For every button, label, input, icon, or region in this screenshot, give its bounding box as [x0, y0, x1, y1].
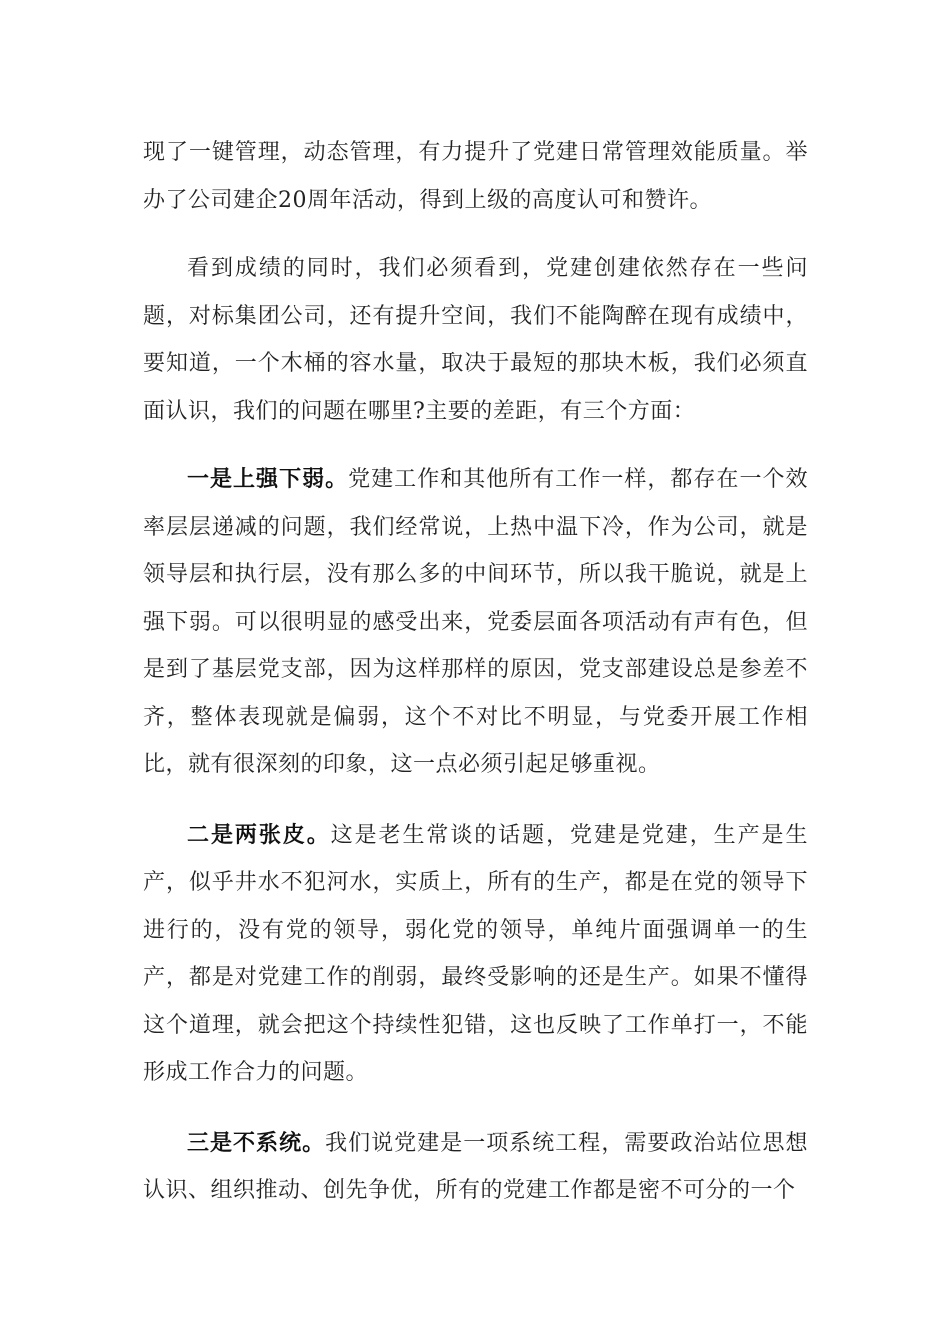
paragraph-text: 党建工作和其他所有工作一样，都存在一个效率层层递减的问题，我们经常说，上热中温下冷，作为公司，就是领导层和执行层，没有那么多的中间环节，所以我干脆说，就是上强下弱。可以很明显的感受出来，党委层面各项活动有声有色，但是到了基层党支部，因为这样那样的原因，党支部建设总是参差不齐，整体表现就是偏弱，这个不对比不明显，与党委开展工作相比，就有很深刻的印象，这一点必须引起足够重视。: [143, 467, 808, 777]
paragraph-lead-heading: 三是不系统。: [187, 1129, 326, 1156]
paragraph-problems-intro: [143, 245, 808, 435]
paragraph-point-one: [143, 456, 808, 789]
paragraph-point-three: [143, 1120, 808, 1215]
document-body: [143, 129, 808, 1215]
paragraph-lead-heading: 二是两张皮。: [187, 821, 331, 848]
paragraph-continuation: [143, 129, 808, 224]
paragraph-text: 现了一键管理，动态管理，有力提升了党建日常管理效能质量。举办了公司建企20周年活动，得到上级的高度认可和赞许。: [143, 140, 808, 213]
paragraph-lead-heading: 一是上强下弱。: [187, 466, 349, 492]
paragraph-text: 这是老生常谈的话题，党建是党建，生产是生产，似乎井水不犯河水，实质上，所有的生产，都是在党的领导下进行的，没有党的领导，弱化党的领导，单纯片面强调单一的生产，都是对党建工作的削弱，最终受影响的还是生产。如果不懂得这个道理，就会把这个持续性犯错，这也反映了工作单打一，不能形成工作合力的问题。: [143, 822, 808, 1085]
paragraph-text: 我们说党建是一项系统工程，需要政治站位思想认识、组织推动、创先争优，所有的党建工作都是密不可分的一个: [143, 1130, 808, 1203]
paragraph-text: 看到成绩的同时，我们必须看到，党建创建依然存在一些问题，对标集团公司，还有提升空间，我们不能陶醉在现有成绩中，要知道，一个木桶的容水量，取决于最短的那块木板，我们必须直面认识，我们的问题在哪里?主要的差距，有三个方面：: [143, 256, 808, 424]
paragraph-point-two: [143, 812, 808, 1097]
